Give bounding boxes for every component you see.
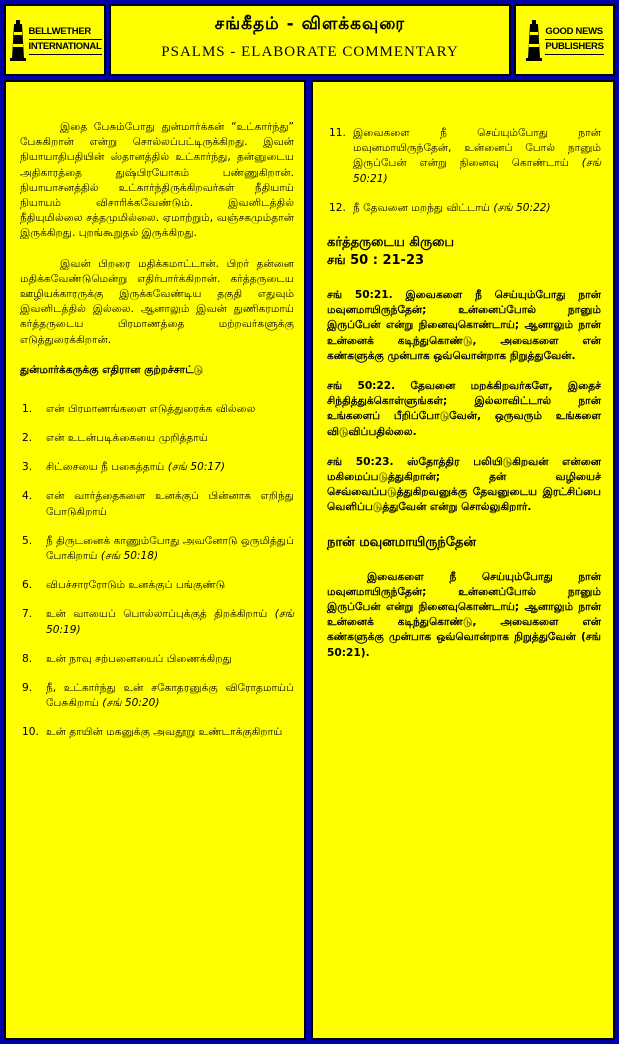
page-header <box>109 4 511 76</box>
list-item <box>20 402 294 417</box>
verse-reference: (சங் 50:19) <box>46 608 294 636</box>
verse-reference: (சங் 50:18) <box>100 550 159 563</box>
list-item <box>20 489 294 519</box>
page-title-tamil: சங்கீதம் - விளக்கவுரை <box>214 14 406 34</box>
list-item <box>20 652 294 667</box>
section-heading: துன்மார்க்கருக்கு எதிரான குற்றச்சாட்டு <box>20 363 204 376</box>
list-item-number: 12. <box>329 201 346 214</box>
list-item <box>20 578 294 593</box>
list-item-text: இவைகளை நீ செய்யும்போது நான் மவுனமாயிருந்தேன், உன்னைப் போல் நானும் இருப்பேன் என்று நினைவு கொண்டாய் <box>353 127 601 170</box>
good-news-logo-text <box>545 25 603 55</box>
lighthouse-icon <box>9 18 27 62</box>
right-column <box>311 80 615 1040</box>
verse-reference: (சங் 50:20) <box>102 697 160 710</box>
list-item-text: சிட்சையை நீ பகைத்தாய் <box>46 461 165 474</box>
list-item-number: 8. <box>22 652 33 665</box>
verse-reference: (சங் 50:21) <box>353 157 601 185</box>
bellwether-logo-text <box>29 25 102 55</box>
good-news-logo <box>514 4 615 76</box>
heading-reference: சங் 50 : 21-23 <box>327 253 425 269</box>
list-item-number: 7. <box>22 608 33 621</box>
list-item <box>20 607 294 637</box>
section-heading: நான் மவுனமாயிருந்தேன் <box>327 534 477 550</box>
list-item-text: உன் நாவு சற்பனையைப் பிணைக்கிறது <box>46 652 232 665</box>
list-item <box>20 534 294 564</box>
list-item <box>20 725 294 740</box>
list-item-text: உன் தாயின் மகனுக்கு அவதூறு உண்டாக்குகிறாய் <box>46 726 283 739</box>
list-item-number: 6. <box>22 579 33 592</box>
paragraph: இவன் பிறரை மதிக்கமாட்டான். பிறர் தன்னை மதிக்கவேண்டுமென்று எதிர்பார்க்கிறான். கர்த்தருடைய ஊழியக்காரருக்கு இருக்கவேண்டிய தகுதி எதுவும் இவனிடத்தில் இல்லை. ஆனாலும் இவன் துணிகரமாய் கர்த்தருடைய பிரமாணத்தை மற்றவர்களுக்கு எடுத்துரைக்கிறான். <box>20 257 294 346</box>
list-item-number: 4. <box>22 490 33 503</box>
list-item-number: 5. <box>22 534 33 547</box>
list-item-text: நீ தேவனை மறந்து விட்டாய் <box>353 201 490 214</box>
left-column <box>4 80 306 1040</box>
list-item-text: என் பிரமாணங்களை எடுத்துரைக்க வில்லை <box>46 402 256 415</box>
logo-line-1: BELLWETHER <box>29 25 102 40</box>
page-title-english: PSALMS - ELABORATE COMMENTARY <box>161 44 459 60</box>
heading-line: கர்த்தருடைய கிருபை <box>327 235 455 251</box>
list-item-number: 10. <box>22 726 39 739</box>
list-item <box>327 126 601 187</box>
verse-reference: (சங் 50:17) <box>167 461 226 474</box>
accusation-list-continued <box>327 126 601 216</box>
list-item-text: என் உடன்படிக்கையை முறித்தாய் <box>46 432 208 445</box>
list-item-number: 1. <box>22 402 33 415</box>
paragraph: இதை பேசும்போது துன்மார்க்கன் “உட்கார்ந்து” பேசுகிறான் என்று சொல்லப்பட்டிருக்கிறது. இவன் நியாயாதிபதியின் ஸ்தானத்தில் உட்கார்ந்து, தன்னுடைய அதிகாரத்தை துஷ்பிரயோகம் பண்ணுகிறான். நியாயாசனத்தில் உட்கார்ந்திருக்கிறவர்கள் நீதியாய் நியாயம் விசாரிக்கவேண்டும். இவனிடத்தில் நீதியுமில்லை சத்தமுமில்லை. ஏமாற்றும், வஞ்சகமும்தான் இருக்கிறது. புறங்கூறுதல் இருக்கிறது. <box>20 121 294 240</box>
list-item-text: உன் வாயைப் பொல்லாப்புக்குத் திறக்கிறாய் <box>46 608 268 621</box>
section-heading <box>327 234 601 270</box>
verse-reference: (சங் 50:22) <box>493 201 551 214</box>
list-item-number: 11. <box>329 127 346 139</box>
list-item <box>20 681 294 711</box>
list-item-text: நீ திருடனைக் காணும்போது அவனோடு ஒருமித்துப் போகிறாய் <box>46 534 294 563</box>
bellwether-logo <box>4 4 106 76</box>
list-item-text: நீ, உட்கார்ந்து உன் சகோதரனுக்கு விரோதமாய்ப் பேசுகிறாய் <box>46 682 294 710</box>
list-item-number: 2. <box>22 432 33 445</box>
list-item <box>20 431 294 446</box>
accusation-list <box>20 402 294 741</box>
verse-paragraph: சங் 50:22. தேவனை மறக்கிறவர்களே, இதைச் சிந்தித்துக்கொள்ளுங்கள்; இல்லாவிட்டால் நான் உங்களைப் பீறிப்போடுவேன், ஒருவரும் உங்களை விடுவிப்பதில்லை. <box>327 380 601 438</box>
logo-line-2: INTERNATIONAL <box>29 40 102 55</box>
list-item-number: 3. <box>22 461 33 474</box>
logo-line-1: GOOD NEWS <box>545 25 603 40</box>
verse-paragraph: சங் 50:21. இவைகளை நீ செய்யும்போது நான் மவுனமாயிருந்தேன்; உன்னைப்போல் நானும் இருப்பேன் என்று நினைவுகொண்டாய்; ஆனாலும் நான் உன்னைக் கடிந்துகொண்டு, அவைகளை என் கண்களுக்கு முன்பாக ஒவ்வொன்றாக நிறுத்துவேன். <box>327 289 601 362</box>
lighthouse-icon <box>525 18 543 62</box>
list-item-text: என் வார்த்தைகளை உனக்குப் பின்னாக எறிந்து போடுகிறாய் <box>46 490 294 518</box>
logo-line-2: PUBLISHERS <box>545 40 603 55</box>
list-item-text: விபச்சாரரோடும் உனக்குப் பங்குண்டு <box>46 579 226 592</box>
list-item <box>327 201 601 216</box>
verse-paragraph: சங் 50:23. ஸ்தோத்திர பலியிடுகிறவன் என்னை மகிமைப்படுத்துகிறான்; தன் வழியைச் செவ்வைப்படுத்துகிறவனுக்கு தேவனுடைய இரட்சிப்பை வெளிப்படுத்துவேன் என்று சொல்லுகிறார். <box>327 455 601 514</box>
list-item-number: 9. <box>22 682 33 695</box>
list-item <box>20 460 294 475</box>
verse-paragraph: இவைகளை நீ செய்யும்போது நான் மவுனமாயிருந்தேன்; உன்னைப்போல் நானும் இருப்பேன் என்று நினைவுகொண்டாய்; ஆனாலும் நான் உன்னைக் கடிந்துகொண்டு, அவைகளை என் கண்களுக்கு முன்பாக ஒவ்வொன்றாக நிறுத்துவேன் (சங் 50:21). <box>327 570 601 659</box>
